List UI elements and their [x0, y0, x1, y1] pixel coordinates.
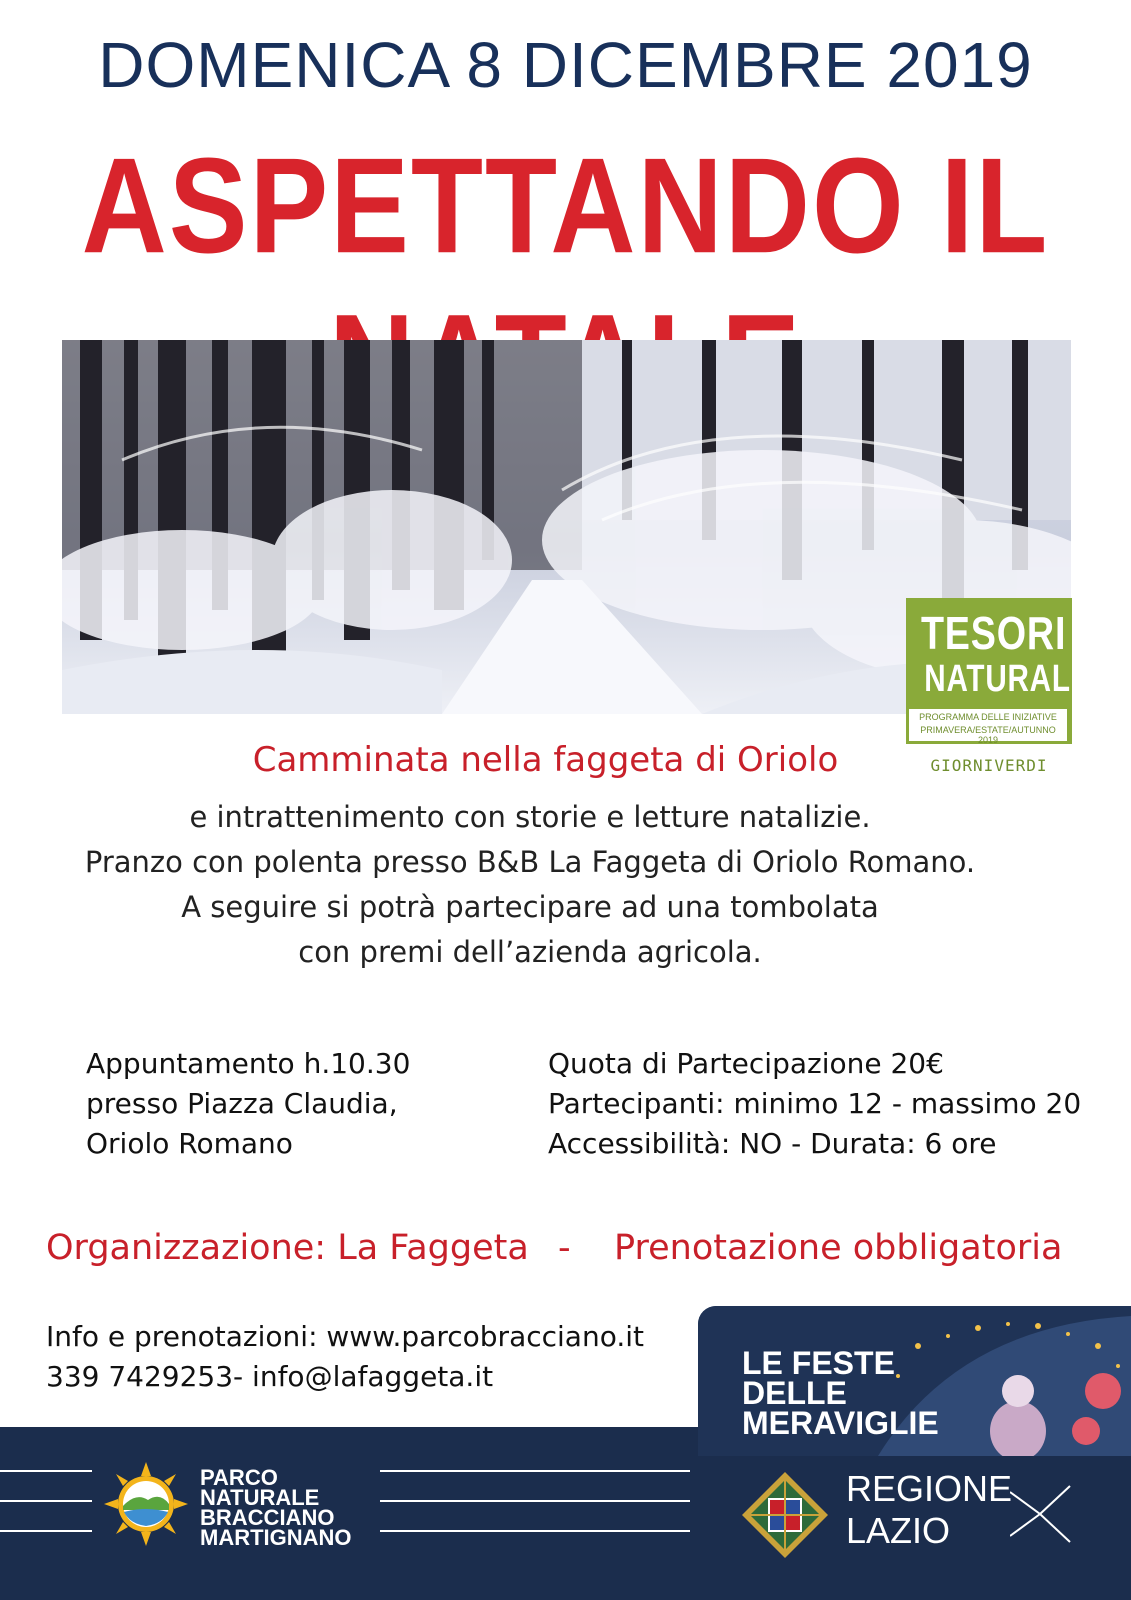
description-line: e intrattenimento con storie e letture natalizie.	[189, 800, 871, 834]
contact-phone-email: 339 7429253- info@lafaggeta.it	[46, 1360, 494, 1393]
park-name-line1: PARCO	[200, 1465, 278, 1490]
divider-line	[380, 1500, 690, 1502]
participation-fee: Quota di Partecipazione 20€	[548, 1047, 944, 1080]
booking-required: Prenotazione obbligatoria	[614, 1228, 1063, 1268]
info-website: Info e prenotazioni: www.parcobracciano.it	[46, 1320, 644, 1353]
organizer: Organizzazione: La Faggeta	[46, 1228, 529, 1268]
organization-separator: -	[558, 1228, 571, 1268]
event-date: DOMENICA 8 DICEMBRE 2019	[98, 29, 1033, 101]
region-chevron-decoration	[1010, 1474, 1080, 1554]
divider-line	[0, 1470, 92, 1472]
description-line: Pranzo con polenta presso B&B La Faggeta di Oriolo Romano.	[84, 845, 976, 879]
tesori-naturali-badge	[906, 598, 1080, 745]
description-line: A seguire si potrà partecipare ad una tombolata	[181, 890, 879, 924]
participants-range: Partecipanti: minimo 12 - massimo 20	[548, 1087, 1082, 1120]
divider-line	[380, 1530, 690, 1532]
event-title: ASPETTANDO IL	[81, 130, 1050, 283]
feste-line3: MERAVIGLIE	[742, 1405, 939, 1441]
lazio-label: LAZIO	[846, 1510, 951, 1551]
park-name-line4: MARTIGNANO	[200, 1525, 352, 1550]
giorniverdi-caption: GIORNIVERDI	[930, 756, 1048, 775]
divider-line	[0, 1530, 92, 1532]
feste-line1: LE FESTE	[742, 1345, 895, 1381]
divider-line	[380, 1470, 690, 1472]
meeting-place: presso Piazza Claudia,	[86, 1087, 398, 1120]
park-name-line2: NATURALE	[200, 1485, 320, 1510]
meeting-time: Appuntamento h.10.30	[86, 1047, 411, 1080]
regione-label: REGIONE	[846, 1468, 1013, 1509]
feste-line2: DELLE	[742, 1375, 847, 1411]
divider-line	[0, 1500, 92, 1502]
event-subtitle: Camminata nella faggeta di Oriolo	[252, 740, 839, 780]
accessibility-duration: Accessibilità: NO - Durata: 6 ore	[548, 1127, 997, 1160]
badge-title-line2: NATURALI	[924, 658, 1080, 700]
description-line: con premi dell’azienda agricola.	[298, 935, 762, 969]
badge-program-line2: PRIMAVERA/ESTATE/AUTUNNO 2019	[920, 725, 1056, 745]
badge-program-line1: PROGRAMMA DELLE INIZIATIVE	[919, 712, 1057, 722]
park-sun-logo-icon	[104, 1462, 188, 1546]
park-name-line3: BRACCIANO	[200, 1505, 335, 1530]
badge-program-box	[908, 708, 1068, 745]
meeting-town: Oriolo Romano	[86, 1127, 293, 1160]
badge-title-line1: TESORI	[920, 607, 1067, 659]
regione-lazio-crest-icon	[740, 1470, 830, 1560]
